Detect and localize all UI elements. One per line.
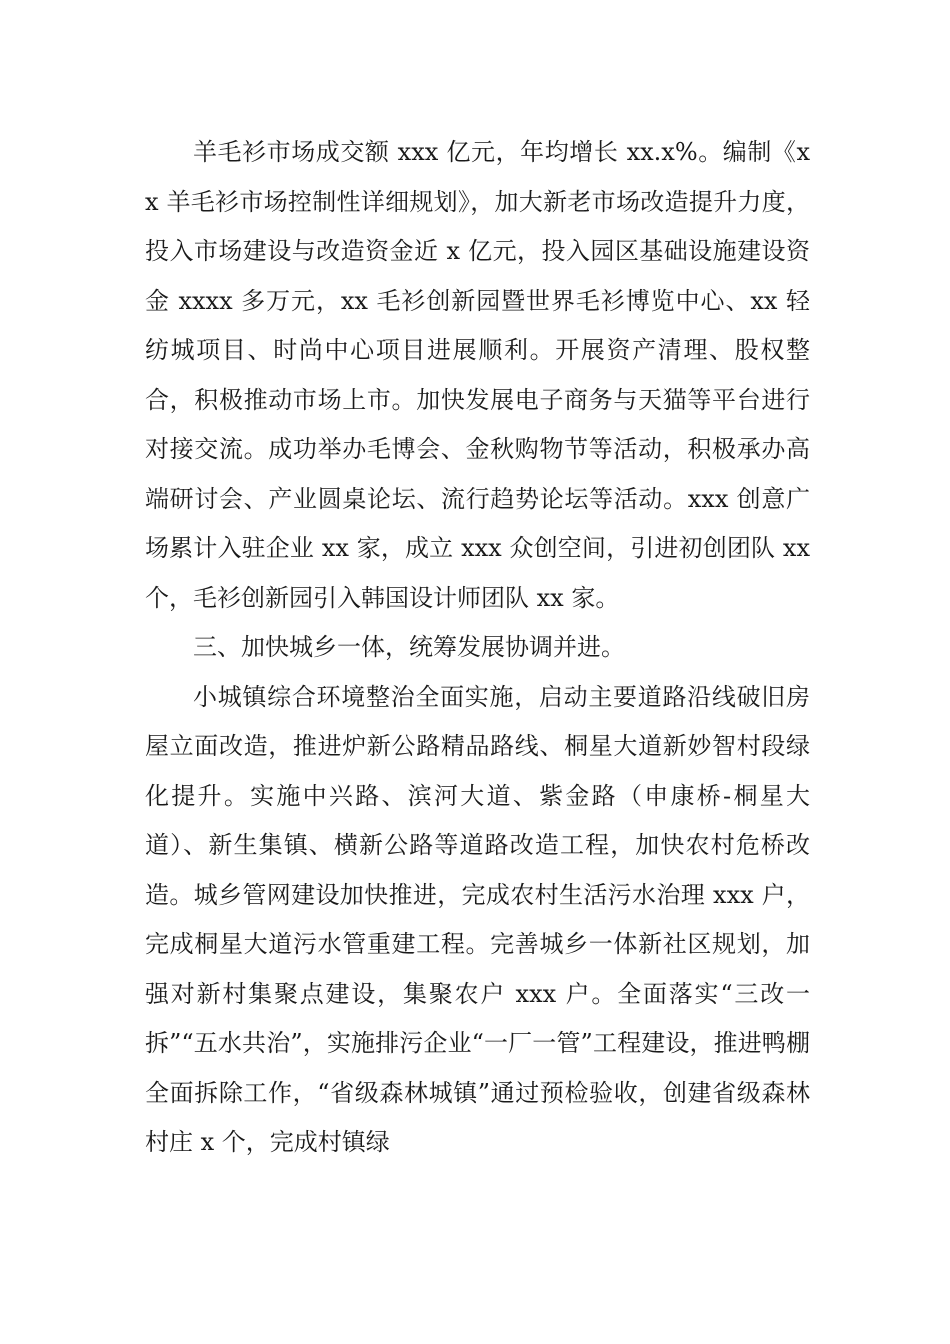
section-heading-urban-rural: 三、加快城乡一体，统筹发展协调并进。	[193, 633, 625, 661]
paragraph-town-renovation: 小城镇综合环境整治全面实施，启动主要道路沿线破旧房屋立面改造，推进炉新公路精品路线、桐星大道新妙智村段绿化提升。实施中兴路、滨河大道、紫金路（申康桥-桐星大道）、新生集镇、横新公路等道路改造工程，加快农村危桥改造。城乡管网建设加快推进，完成农村生活污水治理 xxx 户，完成桐星大道污水管重建工程。完善城乡一体新社区规划，加强对新村集聚点建设，集聚农户 xxx 户。全面落实“三改一拆”“五水共治”，实施排污企业“一厂一管”工程建设，推进鸭棚全面拆除工作，“省级森林城镇”通过预检验收，创建省级森林村庄 x 个，完成村镇绿	[145, 682, 810, 1156]
document-body	[145, 128, 810, 1168]
paragraph-market: 羊毛衫市场成交额 xxx 亿元，年均增长 xx.x%。编制《xx 羊毛衫市场控制性详细规划》，加大新老市场改造提升力度，投入市场建设与改造资金近 x 亿元，投入园区基础设施建设资金 xxxx 多万元，xx 毛衫创新园暨世界毛衫博览中心、xx 轻纺城项目、时尚中心项目进展顺利。开展资产清理、股权整合，积极推动市场上市。加快发展电子商务与天猫等平台进行对接交流。成功举办毛博会、金秋购物节等活动，积极承办高端研讨会、产业圆桌论坛、流行趋势论坛等活动。xxx 创意广场累计入驻企业 xx 家，成立 xxx 众创空间，引进初创团队 xx 个，毛衫创新园引入韩国设计师团队 xx 家。	[145, 138, 810, 612]
